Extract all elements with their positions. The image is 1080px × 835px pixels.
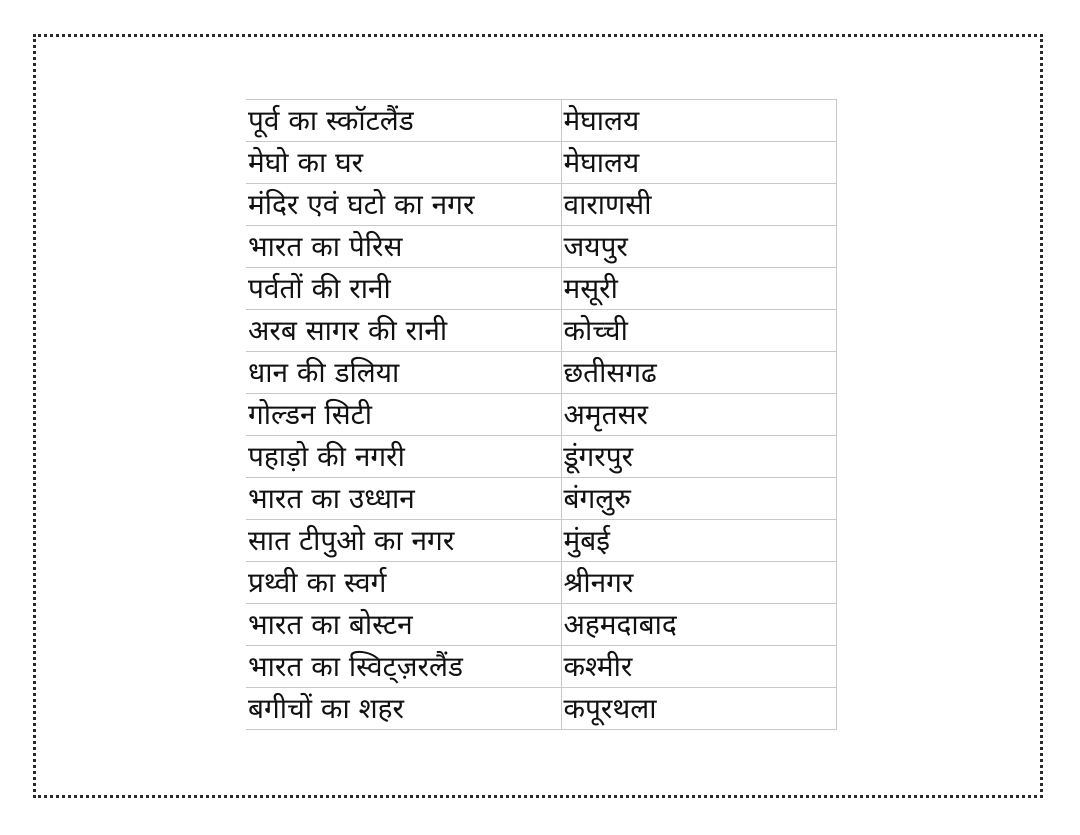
nickname-cell: मेघो का घर xyxy=(246,142,561,184)
city-nickname-table xyxy=(246,99,837,730)
nickname-cell: अरब सागर की रानी xyxy=(246,310,561,352)
nickname-cell: बगीचों का शहर xyxy=(246,688,561,730)
place-cell: मुंबई xyxy=(561,520,836,562)
nickname-cell: प्रथ्वी का स्वर्ग xyxy=(246,562,561,604)
nickname-cell: सात टीपुओ का नगर xyxy=(246,520,561,562)
place-cell: डूंगरपुर xyxy=(561,436,836,478)
nickname-cell: भारत का बोस्टन xyxy=(246,604,561,646)
table-row xyxy=(246,604,836,646)
table-row xyxy=(246,646,836,688)
place-cell: कपूरथला xyxy=(561,688,836,730)
table-row xyxy=(246,394,836,436)
table-row xyxy=(246,688,836,730)
place-cell: अहमदाबाद xyxy=(561,604,836,646)
nickname-cell: पहाड़ो की नगरी xyxy=(246,436,561,478)
table-row xyxy=(246,478,836,520)
nickname-cell: गोल्डन सिटी xyxy=(246,394,561,436)
table-row xyxy=(246,184,836,226)
place-cell: कोच्ची xyxy=(561,310,836,352)
place-cell: मेघालय xyxy=(561,100,836,142)
nickname-cell: धान की डलिया xyxy=(246,352,561,394)
nickname-cell: भारत का स्विट्ज़रलैंड xyxy=(246,646,561,688)
table-row xyxy=(246,226,836,268)
table-row xyxy=(246,352,836,394)
place-cell: जयपुर xyxy=(561,226,836,268)
table-row xyxy=(246,268,836,310)
nickname-cell: मंदिर एवं घटो का नगर xyxy=(246,184,561,226)
place-cell: कश्मीर xyxy=(561,646,836,688)
place-cell: छतीसगढ xyxy=(561,352,836,394)
place-cell: मेघालय xyxy=(561,142,836,184)
table-row xyxy=(246,562,836,604)
place-cell: अमृतसर xyxy=(561,394,836,436)
nickname-cell: पर्वतों की रानी xyxy=(246,268,561,310)
table-row xyxy=(246,142,836,184)
table-row xyxy=(246,310,836,352)
table-row xyxy=(246,520,836,562)
place-cell: मसूरी xyxy=(561,268,836,310)
nickname-cell: भारत का पेरिस xyxy=(246,226,561,268)
nickname-cell: पूर्व का स्कॉटलैंड xyxy=(246,100,561,142)
nickname-cell: भारत का उध्धान xyxy=(246,478,561,520)
place-cell: श्रीनगर xyxy=(561,562,836,604)
table-row xyxy=(246,100,836,142)
place-cell: बंगलुरु xyxy=(561,478,836,520)
table-row xyxy=(246,436,836,478)
place-cell: वाराणसी xyxy=(561,184,836,226)
